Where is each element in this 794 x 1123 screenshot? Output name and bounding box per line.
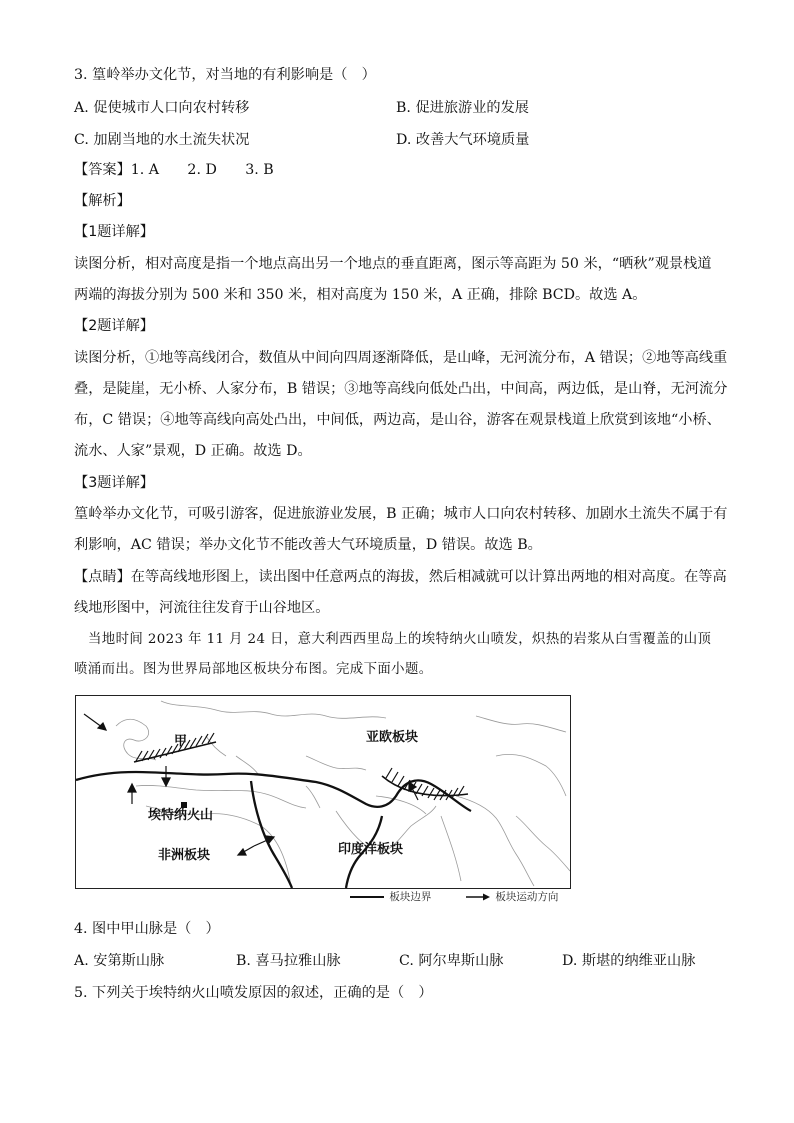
analysis-tag: 【解析】 (74, 193, 131, 209)
detail3-line: 篁岭举办文化节，可吸引游客，促进旅游业发展，B 正确；城市人口向农村转移、加剧水土流失不属于有 (74, 506, 728, 522)
detail1-tag: 【1题详解】 (74, 224, 154, 240)
detail1-line: 两端的海拔分别为 500 米和 350 米，相对高度为 150 米，A 正确，排除 BCD。故选 A。 (74, 287, 647, 303)
legend-arrow-icon (466, 892, 492, 902)
tip-line: 线地形图中，河流往往发育于山谷地区。 (74, 600, 330, 616)
detail1-line: 读图分析，相对高度是指一个地点高出另一个地点的垂直距离，图示等高距为 50 米，“晒秋”观景栈道 (74, 256, 712, 272)
plate-map (75, 695, 571, 889)
q4-option-a: A. 安第斯山脉 (74, 953, 165, 969)
detail2-line: 布，C 错误；④地等高线向高处凸出，中间低，两边高，是山谷，游客在观景栈道上欣赏到该地“小桥、 (74, 412, 721, 428)
detail2-line: 流水、人家”景观，D 正确。故选 D。 (74, 443, 312, 459)
map-label-african-plate: 非洲板块 (158, 848, 211, 863)
tip-tag: 【点睛】 (74, 569, 131, 585)
tip-text: 在等高线地形图上，读出图中任意两点的海拔，然后相减就可以计算出两地的相对高度。在等高 (130, 569, 727, 585)
map-label-jia: 甲 (174, 734, 188, 749)
detail2-line: 读图分析，①地等高线闭合，数值从中间向四周逐渐降低，是山峰，无河流分布，A 错误；②地等高线重 (74, 350, 728, 366)
detail3-tag: 【3题详解】 (74, 475, 154, 491)
q4-option-d: D. 斯堪的纳维亚山脉 (562, 953, 696, 969)
map-label-etna-volcano: 埃特纳火山 (148, 808, 214, 823)
answer-text: 1. A 2. D 3. B (130, 162, 274, 178)
q5-stem: 5. 下列关于埃特纳火山喷发原因的叙述，正确的是（ ） (74, 985, 433, 1001)
legend-boundary-label: 板块边界 (389, 891, 432, 903)
q3-option-b: B. 促进旅游业的发展 (396, 100, 529, 116)
q3-option-a: A. 促使城市人口向农村转移 (74, 100, 250, 116)
plate-map-drawing (76, 696, 570, 888)
legend-boundary-line-icon (350, 892, 386, 902)
q3-option-d: D. 改善大气环境质量 (396, 132, 530, 148)
legend-boundary (350, 889, 431, 904)
q3-option-c: C. 加剧当地的水土流失状况 (74, 132, 250, 148)
legend-motion-label: 板块运动方向 (495, 891, 559, 903)
detail2-tag: 【2题详解】 (74, 318, 154, 334)
detail3-line: 利影响，AC 错误；举办文化节不能改善大气环境质量，D 错误。故选 B。 (74, 537, 542, 553)
map-label-indian-plate: 印度洋板块 (338, 842, 404, 857)
group-stem-line: 当地时间 2023 年 11 月 24 日，意大利西西里岛上的埃特纳火山喷发，炽热的岩浆从白雪覆盖的山顶 (88, 632, 712, 647)
answer-tag: 【答案】 (74, 162, 131, 178)
legend-motion (466, 889, 558, 904)
answer-line (74, 160, 274, 180)
q4-option-b: B. 喜马拉雅山脉 (236, 953, 341, 969)
q3-stem: 3. 篁岭举办文化节，对当地的有利影响是（ ） (74, 67, 376, 83)
group-stem-line: 喷涌而出。图为世界局部地区板块分布图。完成下面小题。 (74, 662, 433, 677)
q4-stem: 4. 图中甲山脉是（ ） (74, 921, 220, 937)
q4-option-c: C. 阿尔卑斯山脉 (399, 953, 504, 969)
map-label-eurasian-plate: 亚欧板块 (366, 730, 419, 745)
detail2-line: 叠，是陡崖，无小桥、人家分布，B 错误；③地等高线向低处凸出，中间高，两边低，是山脊，无河流分 (74, 381, 728, 397)
tip-line (74, 567, 727, 587)
